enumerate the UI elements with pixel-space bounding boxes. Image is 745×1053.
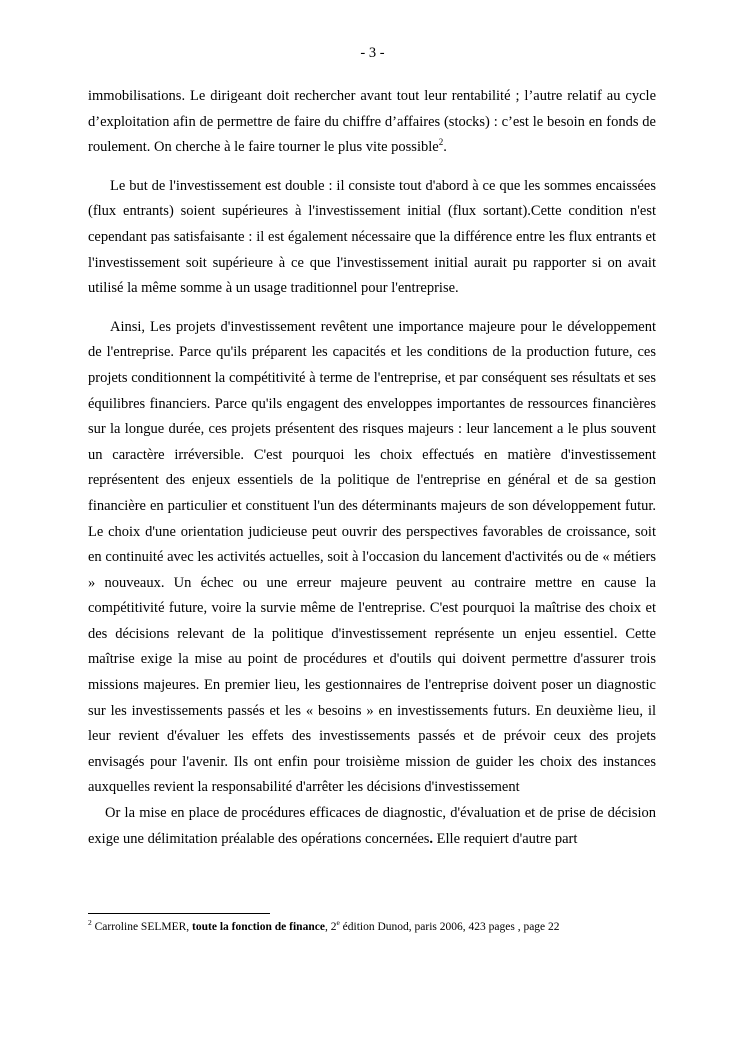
paragraph-4 (88, 801, 656, 852)
footnote-edition-sup: e (336, 918, 340, 928)
footnote-rest: édition Dunod, paris 2006, 423 pages , page 22 (339, 921, 560, 933)
paragraph-3: Ainsi, Les projets d'investissement revêtent une importance majeure pour le développement de l'entreprise. Parce qu'ils préparent les capacités et les conditions de la production future, ces projets conditionnent la compétitivité à terme de l'entreprise, et par conséquent ses résultats et ses équilibres financiers. Parce qu'ils engagent des enveloppes importantes de ressources financières sur la longue durée, ces projets présentent des risques majeurs : leur lancement a le plus souvent un caractère irréversible. C'est pourquoi les choix effectués en matière d'investissement représentent des enjeux essentiels de la politique de l'entreprise en général et de sa gestion financière en particulier et constituent l'un des déterminants majeurs de son développement futur. Le choix d'une orientation judicieuse peut ouvrir des perspectives favorables de croissance, soit en continuité avec les activités actuelles, soit à l'occasion du lancement d'activités ou de « métiers » nouveaux. Un échec ou une erreur majeure peuvent au contraire mettre en cause la compétitivité future, voire la survie même de l'entreprise. C'est pourquoi la maîtrise des choix et des décisions relevant de la politique d'investissement représente un enjeu essentiel. Cette maîtrise exige la mise au point de procédures et d'outils qui doivent permettre d'assurer trois missions majeures. En premier lieu, les gestionnaires de l'entreprise doivent poser un diagnostic sur les investissements passés et les « besoins » en investissements futurs. En deuxième lieu, il leur revient d'évaluer les effets des investissements passés et de prévoir ceux des projets envisagés pour l'avenir. Ils ont enfin pour troisième mission de guider les choix des instances auxquelles revient la responsabilité d'arrêter les décisions d'investissement (88, 318, 656, 796)
paragraph-4-end: Elle requiert d'autre part (433, 830, 578, 847)
footnote-edition-prefix: , 2 (324, 921, 337, 933)
page-number: - 3 - (360, 45, 385, 61)
footnote-number: 2 (88, 918, 92, 928)
footnote-title: toute la fonction de finance (192, 921, 325, 933)
paragraph-4-bold-period: . (429, 830, 434, 847)
footnote-author: Carroline SELMER, (91, 921, 193, 933)
footnote-separator (88, 913, 270, 914)
footnote-reference: 2 (438, 137, 444, 148)
paragraph-1-text: immobilisations. Le dirigeant doit rechercher avant tout leur rentabilité ; l’autre relatif au cycle d’exploitation afin de permettre de faire du chiffre d’affaires (stocks) : c’est le besoin en fonds de roulement. On cherche à le faire tourner le plus vite possible (88, 88, 656, 156)
paragraph-1 (88, 84, 656, 161)
paragraph-4-text: Or la mise en place de procédures efficaces de diagnostic, d'évaluation et de prise de décision exige une délimitation préalable des opérations concernées (88, 805, 656, 847)
body-text (88, 84, 656, 852)
footnote (88, 919, 668, 935)
paragraph-1-end: . (443, 139, 447, 156)
paragraph-2: Le but de l'investissement est double : il consiste tout d'abord à ce que les sommes encaissées (flux entrants) soient supérieures à l'investissement initial (flux sortant).Cette condition n'est cependant pas satisfaisante : il est également nécessaire que la différence entre les flux entrants et l'investissement soit supérieure à ce que l'investissement initial aurait pu rapporter si on avait utilisé la même somme à un usage traditionnel pour l'entreprise. (88, 177, 656, 297)
